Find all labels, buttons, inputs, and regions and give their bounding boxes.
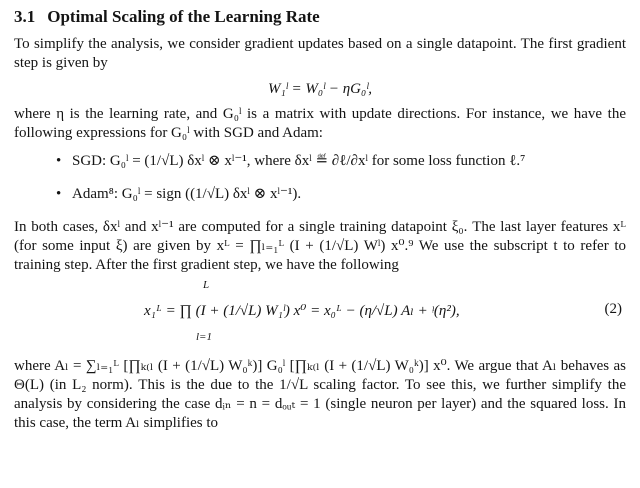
- equation-2-body: x₁ᴸ = ∏ (I + (1/√L) W₁ˡ) x⁰ = x₀ᴸ − (η/√L) Aₗ + ᵎ(η²),: [144, 303, 460, 319]
- section-title: Optimal Scaling of the Learning Rate: [47, 7, 320, 26]
- list-item-adam: [14, 185, 626, 204]
- section-number: 3.1: [14, 7, 36, 26]
- paragraph-intro: To simplify the analysis, we consider gradient updates based on a single datapoint. The first gradient step is given by: [14, 36, 626, 71]
- product-upper-limit: L: [203, 279, 210, 291]
- list-item-text: Adam⁸: G₀ˡ = sign ((1/√L) δxˡ ⊗ xˡ⁻¹).: [72, 186, 302, 202]
- product-lower-limit: l=1: [196, 331, 212, 343]
- list-item-sgd: [14, 152, 626, 171]
- bullet-marker: •: [56, 153, 62, 169]
- list-item-text: SGD: G₀ˡ = (1/√L) δxˡ ⊗ xˡ⁻¹, where δxˡ ≝ ∂ℓ/∂xˡ for some loss function ℓ.⁷: [72, 153, 526, 169]
- bullet-marker: •: [56, 186, 62, 202]
- paragraph-where-al: where Aₗ = ∑ₗ₌₁ᴸ [∏ₖ₍ₗ (I + (1/√L) W₀ᵏ)] G₀ˡ [∏ₖ₍ₗ (I + (1/√L) W₀ᵏ)] x⁰. We argue that Aₗ behaves as Θ(L) (in L₂ norm). This is the due to the 1/√L scaling factor. To see this, we further simplify the analysis by considering the case dᵢₙ = n = dₒᵤₜ = 1 (single neuron per layer) and the squared loss. In this case, the term Aₗ simplifies to: [14, 358, 626, 431]
- section-heading: [14, 6, 626, 28]
- equation-number: (2): [604, 301, 622, 317]
- equation-gradient-step: W₁ˡ = W₀ˡ − ηG₀ˡ,: [267, 81, 373, 97]
- optimizer-list: [14, 152, 626, 204]
- paragraph-learning-rate: where η is the learning rate, and G₀ˡ is a matrix with update directions. For instance, we have the following expressions for G₀ˡ with SGD and Adam:: [14, 106, 626, 141]
- paragraph-both-cases: In both cases, δxˡ and xˡ⁻¹ are computed for a single training datapoint ξ₀. The last layer features xᴸ (for some input ξ) are given by xᴸ = ∏ₗ₌₁ᴸ (I + (1/√L) Wˡ) x⁰.⁹ We use the subscript t to refer to training step. After the first gradient step, we have the following: [14, 219, 626, 273]
- equation-2: [14, 279, 626, 355]
